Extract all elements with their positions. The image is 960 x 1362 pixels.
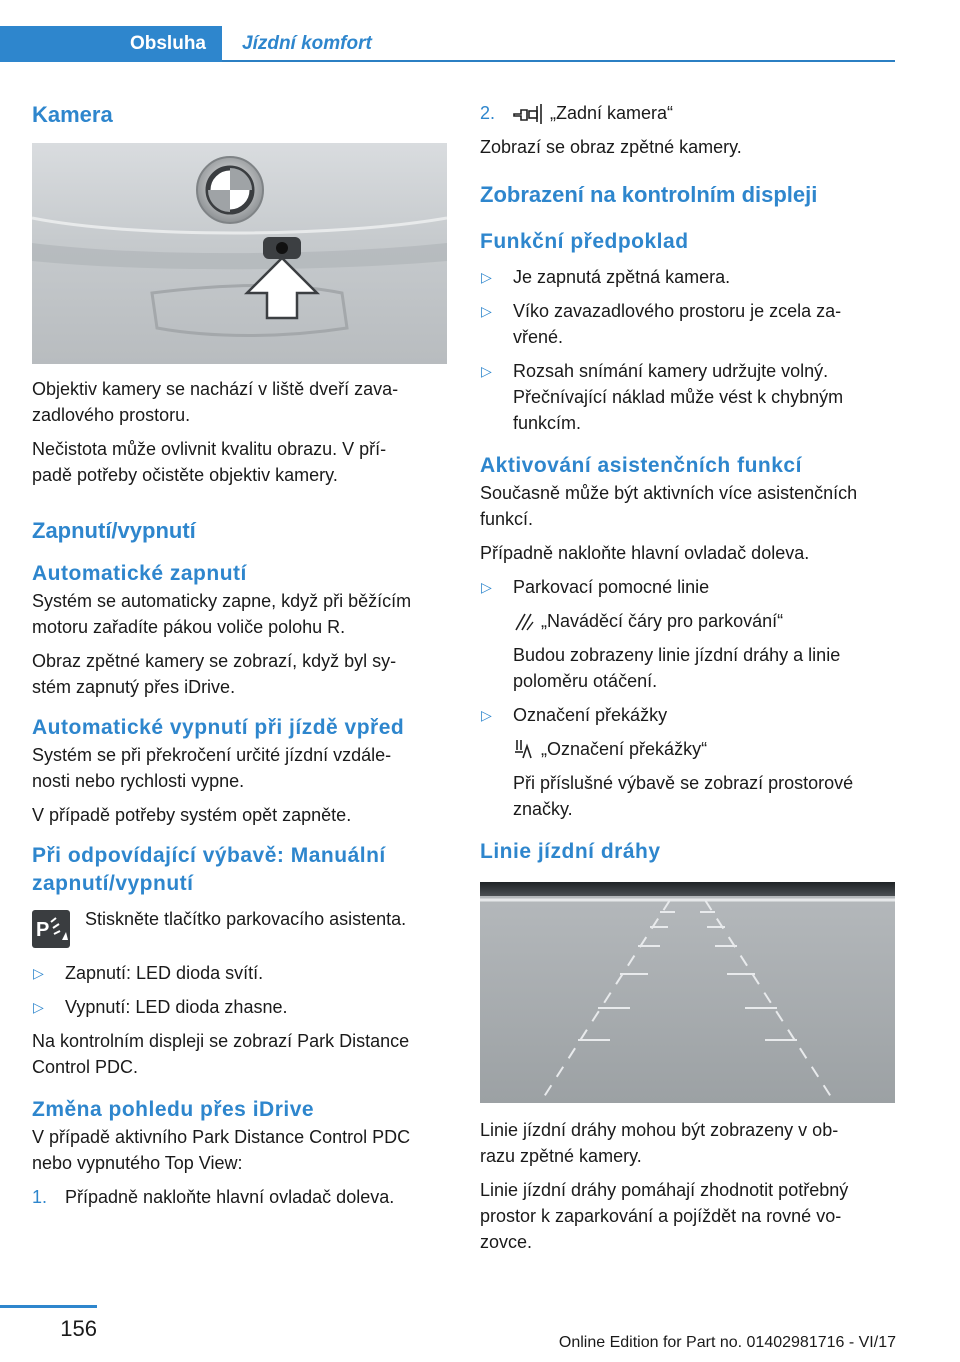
park-lines-label: Parkovací pomocné linie: [513, 577, 710, 597]
auto-on-p2a: Obraz zpětné kamery se zobrazí, když byl sy-: [32, 651, 397, 671]
obstacle-desc-a: Při příslušné výbavě se zobrazí prostorové: [513, 773, 854, 793]
auto-on-p1a: Systém se automaticky zapne, když při běžícím: [32, 591, 412, 611]
pdc-p-b: Control PDC.: [32, 1057, 139, 1077]
assist-heading: Aktivování asistenčních funkcí: [480, 454, 802, 477]
lanes-p2-a: Linie jízdní dráhy pomáhají zhodnotit potřebný: [480, 1180, 849, 1200]
idrive-p-a: V případě aktivního Park Distance Control PDC: [32, 1127, 411, 1147]
step-2-paragraph: Zobrazí se obraz zpětné kamery.: [480, 137, 742, 157]
display-heading: Zobrazení na kontrolním displeji: [480, 182, 818, 207]
camera-photo: [32, 143, 447, 364]
camera-paragraph-1b: zadlového prostoru.: [32, 405, 191, 425]
triangle-bullet-icon: ▷: [33, 965, 44, 981]
left-column: [32, 100, 448, 1210]
bullet-line: Víko zavazadlového prostoru je zcela za-: [513, 301, 842, 321]
bullet-line: funkcím.: [513, 413, 582, 433]
bullet-text: Zapnutí: LED dioda svítí.: [65, 963, 264, 983]
step-2: [480, 100, 896, 130]
auto-on-p1b: motoru zařadíte pákou voliče polohu R.: [32, 617, 346, 637]
triangle-bullet-icon: ▷: [481, 579, 492, 595]
obstacle-desc-b: značky.: [513, 799, 573, 819]
park-lines-bullet: [480, 574, 896, 694]
assist-p1-a: Současně může být aktivních více asistenčních: [480, 483, 858, 503]
obstacle-menu-row[interactable]: [513, 736, 896, 762]
camera-paragraph-2a: Nečistota může ovlivnit kvalitu obrazu. V pří-: [32, 439, 387, 459]
park-lines-menu-text: „Naváděcí čáry pro parkování“: [541, 611, 784, 631]
precondition-bullet-2: [480, 298, 896, 350]
lanes-p2-c: zovce.: [480, 1232, 533, 1252]
auto-off-p2: V případě potřeby systém opět zapněte.: [32, 805, 352, 825]
bullet-led-on: [32, 960, 448, 986]
lanes-heading: Linie jízdní dráhy: [480, 840, 661, 863]
step-1-text: Případně nakloňte hlavní ovladač doleva.: [65, 1187, 395, 1207]
triangle-bullet-icon: ▷: [481, 707, 492, 723]
page-number: 156: [60, 1316, 97, 1341]
precondition-heading: Funkční předpoklad: [480, 230, 689, 253]
idrive-heading: Změna pohledu přes iDrive: [32, 1098, 315, 1121]
bullet-text: Vypnutí: LED dioda zhasne.: [65, 997, 288, 1017]
pdc-p-a: Na kontrolním displeji se zobrazí Park Distance: [32, 1031, 410, 1051]
park-lines-menu-row[interactable]: [513, 608, 896, 634]
triangle-bullet-icon: ▷: [33, 999, 44, 1015]
camera-paragraph-2b: padě potřeby očistěte objektiv kamery.: [32, 465, 338, 485]
triangle-bullet-icon: ▷: [481, 303, 492, 319]
step-1-number: 1.: [32, 1187, 48, 1207]
obstacle-label: Označení překážky: [513, 705, 668, 725]
auto-off-p1a: Systém se při překročení určité jízdní vzdále-: [32, 745, 392, 765]
lanes-p1-b: razu zpětné kamery.: [480, 1146, 642, 1166]
parking-lines-icon: [513, 610, 537, 632]
precondition-bullet-3: [480, 358, 896, 436]
manual-heading-a: Při odpovídající výbavě: Manuální: [32, 844, 386, 867]
manual-button-text: Stiskněte tlačítko parkovacího asistenta.: [85, 909, 407, 929]
park-assist-button-icon: [32, 910, 70, 948]
manual-button-row: [32, 906, 448, 952]
camera-paragraph-1a: Objektiv kamery se nachází v liště dveří zava-: [32, 379, 399, 399]
svg-text:P: P: [36, 919, 50, 941]
lane-lines-illustration: [480, 882, 895, 1103]
assist-p2: Případně nakloňte hlavní ovladač doleva.: [480, 543, 810, 563]
header-tab-bar: [0, 26, 895, 62]
bullet-line: vřené.: [513, 327, 564, 347]
triangle-bullet-icon: ▷: [481, 363, 492, 379]
idrive-p-b: nebo vypnutého Top View:: [32, 1153, 243, 1173]
step-1: [32, 1184, 448, 1210]
obstacle-marking-icon: [513, 736, 537, 760]
obstacle-bullet: [480, 702, 896, 822]
bullet-line: Přečnívající náklad může vést k chybným: [513, 387, 844, 407]
tab-obsluha[interactable]: Obsluha: [0, 26, 222, 62]
right-column: [480, 100, 896, 1255]
lanes-p2-b: prostor k zaparkování a pojíždět na rovné vo-: [480, 1206, 842, 1226]
camera-heading: Kamera: [32, 102, 113, 127]
park-lines-desc-b: poloměru otáčení.: [513, 671, 658, 691]
manual-heading-b: zapnutí/vypnutí: [32, 872, 194, 895]
rear-camera-icon: [513, 102, 543, 124]
triangle-bullet-icon: ▷: [481, 269, 492, 285]
tab-jizdni-komfort[interactable]: Jízdní komfort: [242, 33, 372, 54]
auto-off-heading: Automatické vypnutí při jízdě vpřed: [32, 716, 405, 739]
step-2-text: „Zadní kamera“: [550, 103, 674, 123]
obstacle-menu-text: „Označení překážky“: [541, 739, 708, 759]
edition-text: Online Edition for Part no. 01402981716 - VI/17: [558, 1334, 896, 1351]
bullet-line: Je zapnutá zpětná kamera.: [513, 267, 731, 287]
bullet-line: Rozsah snímání kamery udržujte volný.: [513, 361, 829, 381]
onoff-heading: Zapnutí/vypnutí: [32, 518, 196, 543]
footer-accent-line: [0, 1305, 97, 1308]
auto-on-heading: Automatické zapnutí: [32, 562, 247, 585]
auto-on-p2b: stém zapnutý přes iDrive.: [32, 677, 236, 697]
precondition-bullet-1: [480, 264, 896, 290]
step-2-number: 2.: [480, 103, 496, 123]
assist-p1-b: funkcí.: [480, 509, 534, 529]
lane-lines-image: [480, 882, 895, 1103]
auto-off-p1b: nosti nebo rychlosti vypne.: [32, 771, 245, 791]
park-lines-desc-a: Budou zobrazeny linie jízdní dráhy a linie: [513, 645, 841, 665]
bullet-led-off: [32, 994, 448, 1020]
tailgate-illustration: [32, 143, 447, 364]
lanes-p1-a: Linie jízdní dráhy mohou být zobrazeny v ob-: [480, 1120, 839, 1140]
